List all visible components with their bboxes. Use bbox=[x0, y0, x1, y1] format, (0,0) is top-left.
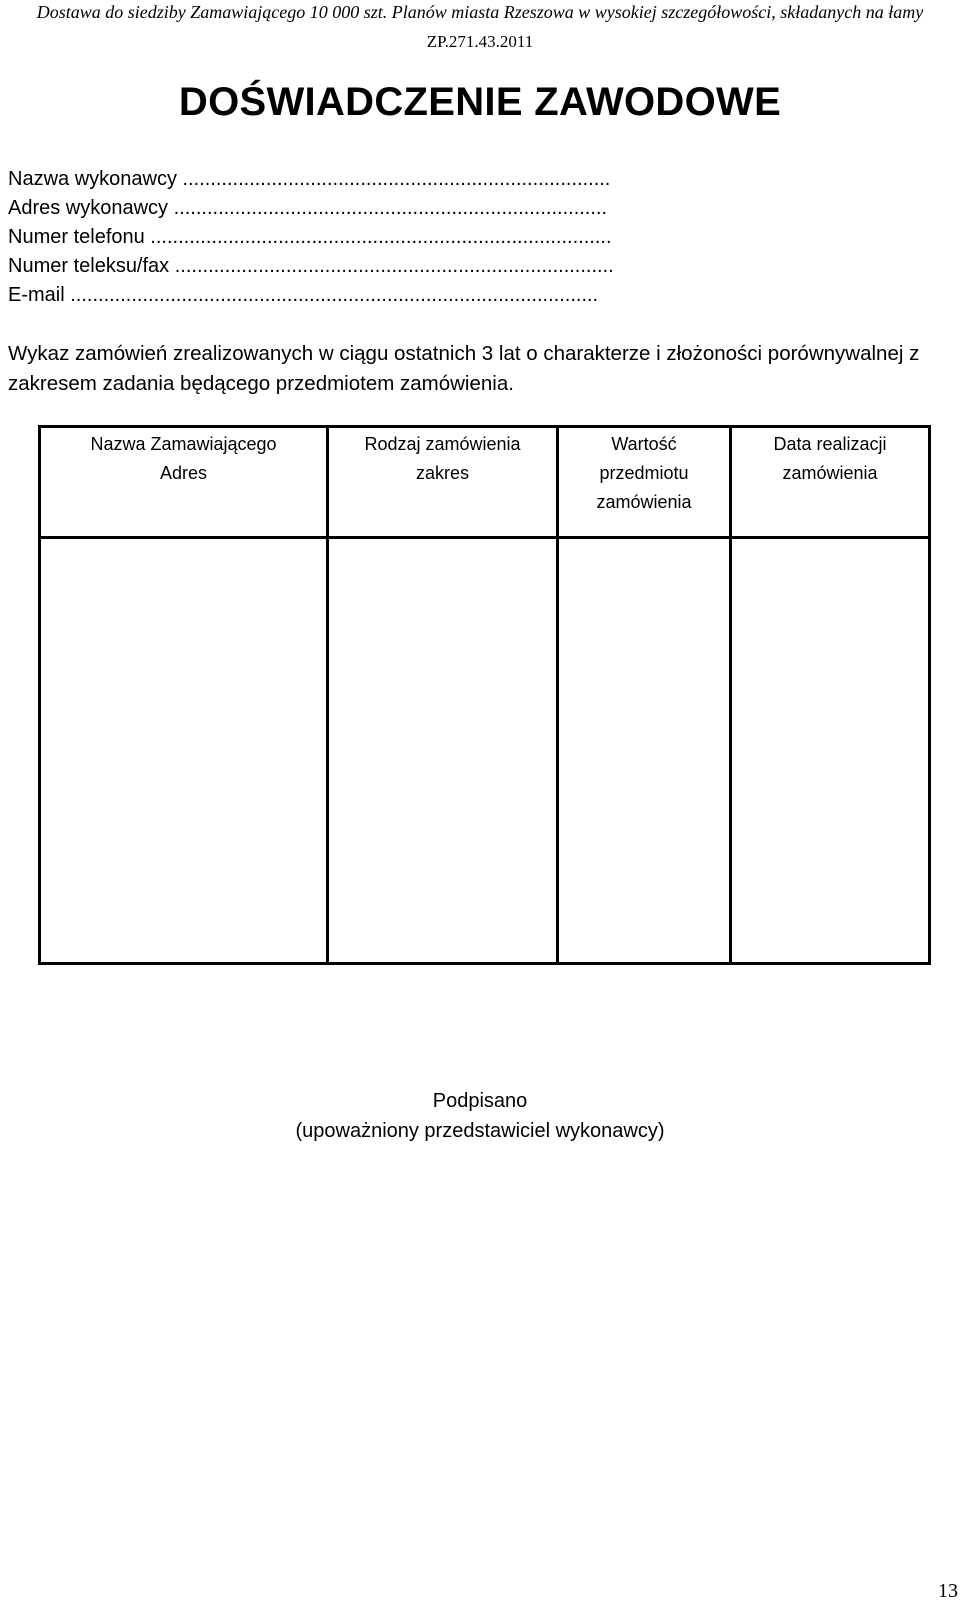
intro-paragraph: Wykaz zamówień zrealizowanych w ciągu ostatnich 3 lat o charakterze i złożoności porównywalnej z zakresem zadania będącego przedmiotem zamówienia. bbox=[8, 342, 920, 395]
contractor-name-field: Nazwa wykonawcy ............................................................................. bbox=[8, 168, 611, 190]
contractor-fields bbox=[8, 165, 614, 310]
contractor-phone-field: Numer telefonu ................................................................................... bbox=[8, 226, 612, 248]
column-header-line: Wartość bbox=[611, 434, 677, 454]
contractor-email-field: E-mail ............................................................................................... bbox=[8, 284, 599, 306]
signature-caption: (upoważniony przedstawiciel wykonawcy) bbox=[295, 1120, 665, 1142]
page-number: 13 bbox=[938, 1580, 958, 1602]
running-header: Dostawa do siedziby Zamawiającego 10 000 szt. Planów miasta Rzeszowa w wysokiej szczegółowości, składanych na łamy bbox=[36, 2, 924, 22]
signature-label: Podpisano bbox=[432, 1090, 528, 1112]
contractor-fax-field: Numer teleksu/fax ............................................................................... bbox=[8, 255, 614, 277]
contractor-address-field: Adres wykonawcy .............................................................................. bbox=[8, 197, 608, 219]
table-cell-value[interactable] bbox=[558, 538, 731, 964]
column-header-line: zakres bbox=[415, 463, 469, 483]
column-header-line: zamówienia bbox=[782, 463, 878, 483]
column-header-value bbox=[558, 427, 731, 538]
column-header-line: Data realizacji bbox=[773, 434, 887, 454]
column-header-line: zamówienia bbox=[596, 492, 692, 512]
orders-table bbox=[38, 425, 931, 965]
table-cell-date[interactable] bbox=[731, 538, 930, 964]
column-header-order-type bbox=[328, 427, 558, 538]
table-cell-client[interactable] bbox=[40, 538, 328, 964]
column-header-line: Nazwa Zamawiającego bbox=[90, 434, 277, 454]
page-title: DOŚWIADCZENIE ZAWODOWE bbox=[178, 80, 782, 124]
column-header-client bbox=[40, 427, 328, 538]
table-header-row bbox=[40, 427, 930, 538]
column-header-line: przedmiotu bbox=[599, 463, 689, 483]
column-header-line: Rodzaj zamówienia bbox=[364, 434, 521, 454]
column-header-line: Adres bbox=[159, 463, 208, 483]
reference-number: ZP.271.43.2011 bbox=[426, 32, 534, 51]
column-header-date bbox=[731, 427, 930, 538]
signature-block bbox=[0, 1086, 960, 1146]
table-row bbox=[40, 538, 930, 964]
table-cell-order-type[interactable] bbox=[328, 538, 558, 964]
